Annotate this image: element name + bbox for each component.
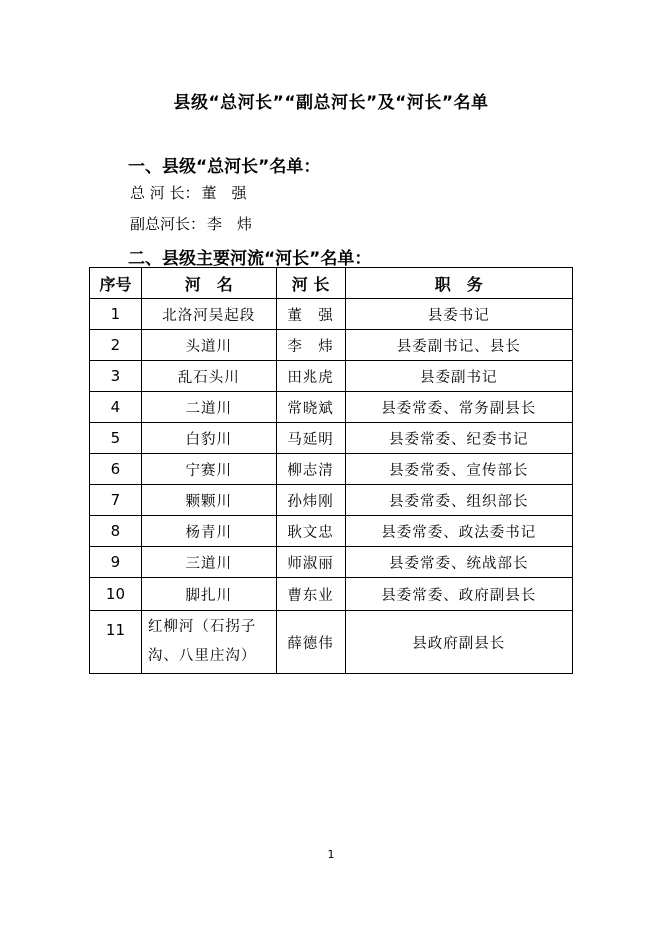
cell-river: 头道川 bbox=[141, 330, 276, 361]
cell-no: 3 bbox=[90, 361, 142, 392]
cell-no: 7 bbox=[90, 485, 142, 516]
deputy-line bbox=[130, 213, 252, 234]
cell-duty: 县委常委、宣传部长 bbox=[345, 454, 572, 485]
cell-river: 杨青川 bbox=[141, 516, 276, 547]
deputy-label: 副总河长： bbox=[130, 215, 206, 233]
cell-no: 11 bbox=[90, 611, 142, 674]
cell-no: 10 bbox=[90, 578, 142, 611]
deputy-name: 李 炜 bbox=[207, 215, 253, 233]
cell-duty: 县委副书记 bbox=[345, 361, 572, 392]
cell-duty: 县政府副县长 bbox=[345, 611, 572, 674]
chief-name: 董 强 bbox=[201, 184, 247, 202]
cell-river: 白豹川 bbox=[141, 423, 276, 454]
table-header-row bbox=[90, 268, 573, 299]
cell-no: 4 bbox=[90, 392, 142, 423]
cell-river: 北洛河吴起段 bbox=[141, 299, 276, 330]
table-row bbox=[90, 330, 573, 361]
cell-river: 颗颗川 bbox=[141, 485, 276, 516]
cell-duty: 县委书记 bbox=[345, 299, 572, 330]
cell-chief: 耿文忠 bbox=[276, 516, 345, 547]
cell-chief: 柳志清 bbox=[276, 454, 345, 485]
cell-river: 宁赛川 bbox=[141, 454, 276, 485]
page-number: 1 bbox=[327, 848, 335, 861]
table-row bbox=[90, 516, 573, 547]
table-row bbox=[90, 454, 573, 485]
cell-chief: 孙炜刚 bbox=[276, 485, 345, 516]
cell-chief: 常晓斌 bbox=[276, 392, 345, 423]
cell-duty: 县委副书记、县长 bbox=[345, 330, 572, 361]
section2-heading: 二、县级主要河流“河长”名单： bbox=[128, 249, 372, 269]
cell-chief: 李 炜 bbox=[276, 330, 345, 361]
cell-no: 6 bbox=[90, 454, 142, 485]
document-title: 县级“总河长”“副总河长”及“河长”名单 bbox=[173, 93, 489, 113]
cell-chief: 曹东业 bbox=[276, 578, 345, 611]
header-river: 河 名 bbox=[141, 268, 276, 299]
cell-duty: 县委常委、组织部长 bbox=[345, 485, 572, 516]
section1-heading: 一、县级“总河长”名单： bbox=[128, 157, 321, 177]
table-row bbox=[90, 423, 573, 454]
cell-river: 红柳河（石拐子沟、八里庄沟） bbox=[141, 611, 276, 674]
cell-no: 1 bbox=[90, 299, 142, 330]
chief-label: 总 河 长： bbox=[130, 184, 200, 202]
cell-chief: 董 强 bbox=[276, 299, 345, 330]
table-row bbox=[90, 485, 573, 516]
header-duty: 职 务 bbox=[345, 268, 572, 299]
cell-chief: 薛德伟 bbox=[276, 611, 345, 674]
chief-line bbox=[130, 182, 247, 203]
header-chief: 河 长 bbox=[276, 268, 345, 299]
cell-no: 8 bbox=[90, 516, 142, 547]
cell-chief: 田兆虎 bbox=[276, 361, 345, 392]
cell-river: 乱石头川 bbox=[141, 361, 276, 392]
cell-river: 脚扎川 bbox=[141, 578, 276, 611]
table-row bbox=[90, 547, 573, 578]
table-row bbox=[90, 361, 573, 392]
river-chief-table bbox=[89, 267, 573, 674]
cell-no: 2 bbox=[90, 330, 142, 361]
cell-river: 二道川 bbox=[141, 392, 276, 423]
cell-no: 9 bbox=[90, 547, 142, 578]
table-row bbox=[90, 299, 573, 330]
cell-river: 三道川 bbox=[141, 547, 276, 578]
table-row bbox=[90, 611, 573, 674]
cell-chief: 马延明 bbox=[276, 423, 345, 454]
cell-duty: 县委常委、政法委书记 bbox=[345, 516, 572, 547]
cell-duty: 县委常委、纪委书记 bbox=[345, 423, 572, 454]
header-no: 序号 bbox=[90, 268, 142, 299]
cell-chief: 师淑丽 bbox=[276, 547, 345, 578]
table-row bbox=[90, 392, 573, 423]
cell-duty: 县委常委、常务副县长 bbox=[345, 392, 572, 423]
cell-duty: 县委常委、统战部长 bbox=[345, 547, 572, 578]
table-row bbox=[90, 578, 573, 611]
cell-duty: 县委常委、政府副县长 bbox=[345, 578, 572, 611]
cell-no: 5 bbox=[90, 423, 142, 454]
